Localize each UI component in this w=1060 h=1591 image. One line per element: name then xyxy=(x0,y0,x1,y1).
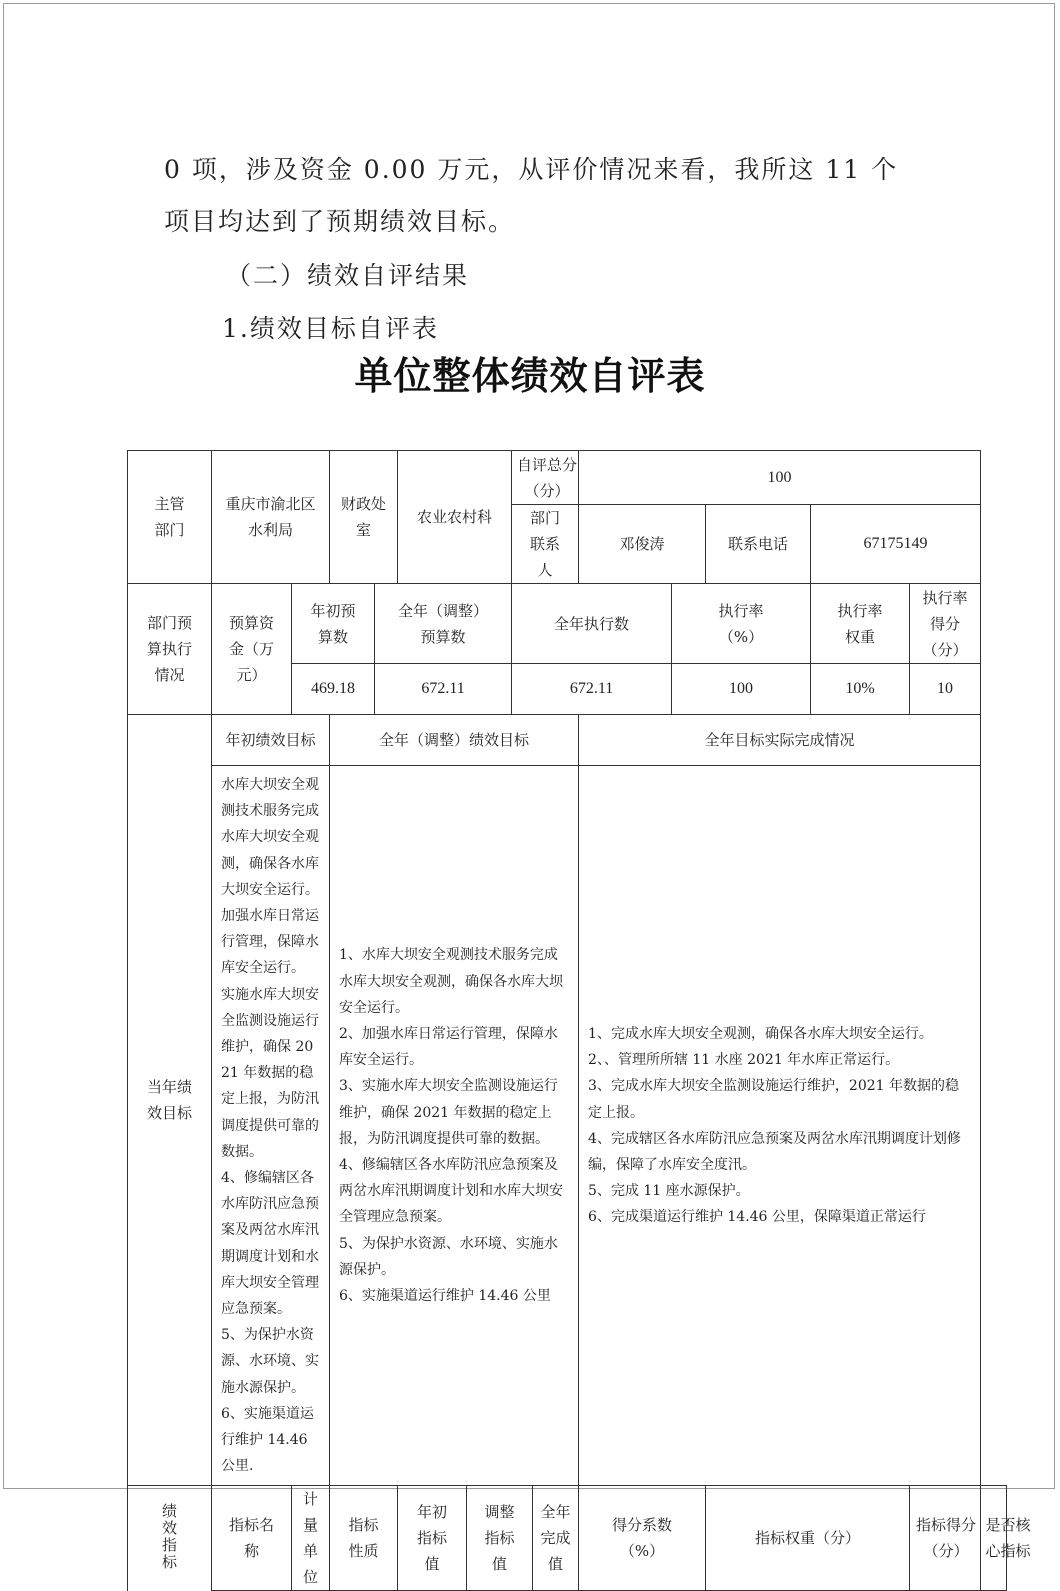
indicator-name-header: 指标名称 xyxy=(212,1486,292,1591)
goal-initial-item: 6、实施渠道运行维护 14.46 公里. xyxy=(221,1405,314,1475)
budget-section-label: 部门预算执行情况 xyxy=(128,584,212,715)
goals-actual-header: 全年目标实际完成情况 xyxy=(579,715,981,766)
goal-adjusted-item: 2、加强水库日常运行管理，保障水库安全运行。 xyxy=(339,1025,558,1069)
division-label-cell: 财政处室 xyxy=(330,451,398,584)
body-paragraph-line-1: 0 项，涉及资金 0.00 万元，从评价情况来看，我所这 11 个 xyxy=(164,155,899,184)
indicator-adjusted-header: 调整指标值 xyxy=(467,1486,533,1591)
dept-label-cell: 主管部门 xyxy=(128,451,212,584)
goal-adjusted-item: 1、水库大坝安全观测技术服务完成水库大坝安全观测，确保各水库大坝安全运行。 xyxy=(339,947,564,1016)
goal-actual-item: 6、完成渠道运行维护 14.46 公里，保障渠道正常运行 xyxy=(588,1209,926,1226)
goal-actual-item: 4、完成辖区各水库防汛应急预案及两岔水库汛期调度计划修编，保障了水库安全度汛。 xyxy=(588,1130,961,1173)
goals-adjusted-content xyxy=(330,766,579,1486)
budget-executed-value: 672.11 xyxy=(512,664,672,715)
goals-actual-content xyxy=(579,766,981,1486)
indicator-score-header: 指标得分（分） xyxy=(910,1486,981,1591)
goal-initial-item: 水库大坝安全观测技术服务完成水库大坝安全观测，确保各水库大坝安全运行。 xyxy=(221,777,319,898)
goals-adjusted-header: 全年（调整）绩效目标 xyxy=(330,715,579,766)
budget-initial-header: 年初预算数 xyxy=(292,584,375,664)
budget-executed-header: 全年执行数 xyxy=(512,584,672,664)
goals-initial-header: 年初绩效目标 xyxy=(212,715,330,766)
goal-initial-item: 加强水库日常运行管理，保障水库安全运行。 xyxy=(221,908,319,977)
budget-score-value: 10 xyxy=(910,664,981,715)
goal-adjusted-item: 4、修编辖区各水库防汛应急预案及两岔水库汛期调度计划和水库大坝安全管理应急预案。 xyxy=(339,1156,564,1226)
goal-adjusted-item: 5、为保护水资源、水环境、实施水源保护。 xyxy=(339,1235,558,1278)
contact-label-cell: 部门联系人 xyxy=(512,505,579,584)
indicators-section-label: 绩效指标 xyxy=(128,1486,212,1591)
budget-rate-header: 执行率（%） xyxy=(672,584,811,664)
score-value-cell: 100 xyxy=(579,451,981,505)
goal-actual-item: 1、完成水库大坝安全观测，确保各水库大坝安全运行。 xyxy=(588,1025,933,1042)
goals-section-label: 当年绩效目标 xyxy=(128,715,212,1486)
goal-actual-item: 3、完成水库大坝安全监测设施运行维护，2021 年数据的稳定上报。 xyxy=(588,1078,960,1121)
goal-actual-item: 2、、管理所所辖 11 水座 2021 年水库正常运行。 xyxy=(588,1052,900,1069)
budget-weight-header: 执行率权重 xyxy=(811,584,910,664)
goal-adjusted-item: 6、实施渠道运行维护 14.46 公里 xyxy=(339,1287,551,1304)
goal-adjusted-item: 3、实施水库大坝安全监测设施运行维护，确保 2021 年数据的稳定上报，为防汛调度提供可靠的数据。 xyxy=(339,1078,558,1147)
budget-funds-label: 预算资金（万元） xyxy=(212,584,292,715)
budget-initial-value: 469.18 xyxy=(292,664,375,715)
subheading: 1.绩效目标自评表 xyxy=(222,314,439,343)
self-evaluation-table xyxy=(127,450,1031,1591)
budget-adjusted-value: 672.11 xyxy=(375,664,512,715)
contact-value-cell: 邓俊涛 xyxy=(579,505,706,584)
indicator-completed-header: 全年完成值 xyxy=(533,1486,579,1591)
phone-value-cell: 67175149 xyxy=(811,505,981,584)
table-title: 单位整体绩效自评表 xyxy=(354,353,706,398)
budget-rate-value: 100 xyxy=(672,664,811,715)
score-label-cell: 自评总分（分） xyxy=(512,451,579,505)
indicator-unit-header: 计量单位 xyxy=(292,1486,330,1591)
body-paragraph-line-2: 项目均达到了预期绩效目标。 xyxy=(164,207,516,236)
section-heading: （二）绩效自评结果 xyxy=(226,261,470,290)
goal-actual-item: 5、完成 11 座水源保护。 xyxy=(588,1183,750,1200)
indicator-core-header: 是否核心指标 xyxy=(981,1486,1007,1591)
goal-initial-item: 4、修编辖区各水库防汛应急预案及两岔水库汛期调度计划和水库大坝安全管理应急预案。 xyxy=(221,1170,319,1318)
indicator-nature-header: 指标性质 xyxy=(330,1486,398,1591)
indicator-initial-header: 年初指标值 xyxy=(398,1486,467,1591)
indicator-weight-header: 指标权重（分） xyxy=(706,1486,910,1591)
dept-value-cell: 重庆市渝北区水利局 xyxy=(212,451,330,584)
division-value-cell: 农业农村科 xyxy=(398,451,512,584)
budget-adjusted-header: 全年（调整）预算数 xyxy=(375,584,512,664)
budget-weight-value: 10% xyxy=(811,664,910,715)
goal-initial-item: 5、为保护水资源、水环境、实施水源保护。 xyxy=(221,1327,319,1396)
goal-initial-item: 实施水库大坝安全监测设施运行维护，确保 2021 年数据的稳定上报，为防汛调度提供可靠的数据。 xyxy=(221,986,319,1160)
phone-label-cell: 联系电话 xyxy=(706,505,811,584)
budget-score-header: 执行率得分（分） xyxy=(910,584,981,664)
goals-initial-content xyxy=(212,766,330,1486)
indicator-coef-header: 得分系数（%） xyxy=(579,1486,706,1591)
